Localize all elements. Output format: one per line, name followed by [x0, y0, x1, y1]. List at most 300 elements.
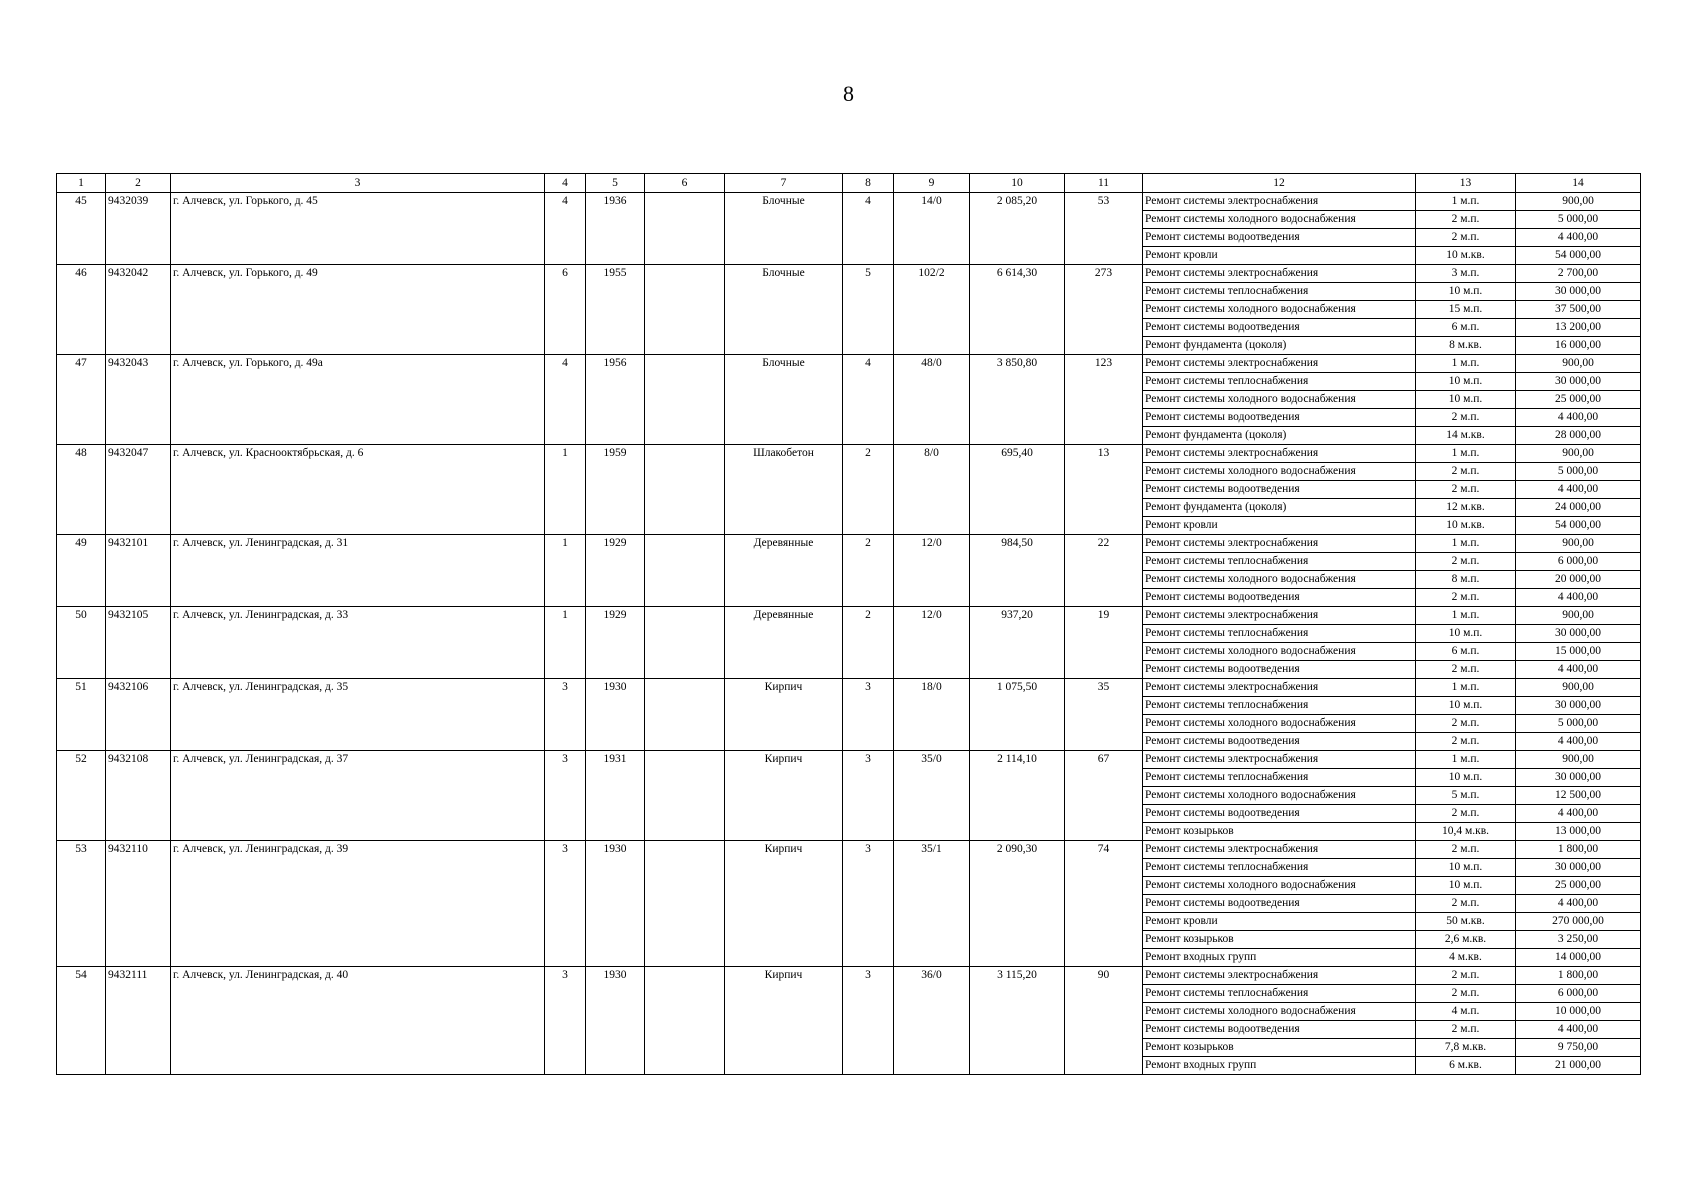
col-6-value — [645, 1057, 725, 1075]
work-volume: 2 м.п. — [1416, 841, 1516, 859]
col-4-value: 4 — [545, 355, 586, 373]
address — [171, 859, 545, 877]
wall-material — [725, 805, 843, 823]
building-code — [106, 985, 171, 1003]
work-cost: 54 000,00 — [1516, 247, 1641, 265]
col-6-value — [645, 553, 725, 571]
work-cost: 13 000,00 — [1516, 823, 1641, 841]
col-6-value — [645, 229, 725, 247]
wall-material — [725, 913, 843, 931]
work-cost: 4 400,00 — [1516, 481, 1641, 499]
col-6-value — [645, 1003, 725, 1021]
floors-count — [843, 769, 894, 787]
work-type: Ремонт системы холодного водоснабжения — [1143, 301, 1416, 319]
col-4-value — [545, 229, 586, 247]
table-row — [57, 895, 1641, 913]
floors-count — [843, 427, 894, 445]
address — [171, 877, 545, 895]
col-6-value — [645, 967, 725, 985]
col-11-value: 22 — [1065, 535, 1143, 553]
wall-material — [725, 571, 843, 589]
total-area — [970, 931, 1065, 949]
building-code — [106, 949, 171, 967]
work-type: Ремонт фундамента (цоколя) — [1143, 427, 1416, 445]
col-9-value — [894, 463, 970, 481]
address: г. Алчевск, ул. Ленинградская, д. 37 — [171, 751, 545, 769]
work-type: Ремонт входных групп — [1143, 949, 1416, 967]
wall-material — [725, 247, 843, 265]
building-code — [106, 481, 171, 499]
work-volume: 5 м.п. — [1416, 787, 1516, 805]
building-code — [106, 643, 171, 661]
work-volume: 1 м.п. — [1416, 751, 1516, 769]
building-code — [106, 697, 171, 715]
address — [171, 787, 545, 805]
col-9-value: 36/0 — [894, 967, 970, 985]
col-9-value — [894, 283, 970, 301]
col-4-value: 3 — [545, 679, 586, 697]
col-11-value — [1065, 787, 1143, 805]
table-row — [57, 985, 1641, 1003]
col-6-value — [645, 301, 725, 319]
work-type: Ремонт системы электроснабжения — [1143, 841, 1416, 859]
total-area — [970, 769, 1065, 787]
col-4-value — [545, 319, 586, 337]
table-row — [57, 553, 1641, 571]
col-11-value — [1065, 931, 1143, 949]
address — [171, 823, 545, 841]
wall-material — [725, 661, 843, 679]
build-year — [586, 787, 645, 805]
table-row — [57, 337, 1641, 355]
col-4-value — [545, 283, 586, 301]
build-year: 1956 — [586, 355, 645, 373]
col-11-value: 123 — [1065, 355, 1143, 373]
col-6-value — [645, 517, 725, 535]
building-code — [106, 463, 171, 481]
work-volume: 10 м.п. — [1416, 625, 1516, 643]
build-year: 1931 — [586, 751, 645, 769]
work-volume: 8 м.кв. — [1416, 337, 1516, 355]
build-year — [586, 247, 645, 265]
table-row — [57, 697, 1641, 715]
work-volume: 1 м.п. — [1416, 535, 1516, 553]
total-area — [970, 715, 1065, 733]
total-area: 695,40 — [970, 445, 1065, 463]
wall-material — [725, 985, 843, 1003]
wall-material — [725, 625, 843, 643]
work-type: Ремонт системы холодного водоснабжения — [1143, 787, 1416, 805]
floors-count: 4 — [843, 193, 894, 211]
column-header-5: 5 — [586, 174, 645, 193]
building-code — [106, 283, 171, 301]
address: г. Алчевск, ул. Ленинградская, д. 39 — [171, 841, 545, 859]
work-cost: 5 000,00 — [1516, 211, 1641, 229]
work-cost: 2 700,00 — [1516, 265, 1641, 283]
col-9-value — [894, 553, 970, 571]
col-6-value — [645, 391, 725, 409]
address — [171, 1021, 545, 1039]
building-code — [106, 895, 171, 913]
building-code — [106, 1039, 171, 1057]
address — [171, 625, 545, 643]
row-number — [57, 625, 106, 643]
col-11-value — [1065, 643, 1143, 661]
work-type: Ремонт системы водоотведения — [1143, 481, 1416, 499]
wall-material — [725, 301, 843, 319]
build-year — [586, 625, 645, 643]
col-9-value: 35/1 — [894, 841, 970, 859]
work-type: Ремонт системы водоотведения — [1143, 733, 1416, 751]
building-code — [106, 229, 171, 247]
col-6-value — [645, 715, 725, 733]
building-code — [106, 1003, 171, 1021]
build-year — [586, 1021, 645, 1039]
row-number: 46 — [57, 265, 106, 283]
work-cost: 20 000,00 — [1516, 571, 1641, 589]
column-header-10: 10 — [970, 174, 1065, 193]
build-year — [586, 373, 645, 391]
floors-count — [843, 391, 894, 409]
floors-count — [843, 481, 894, 499]
work-cost: 13 200,00 — [1516, 319, 1641, 337]
work-volume: 4 м.п. — [1416, 1003, 1516, 1021]
address — [171, 319, 545, 337]
build-year — [586, 319, 645, 337]
row-number — [57, 643, 106, 661]
row-number: 53 — [57, 841, 106, 859]
work-volume: 2 м.п. — [1416, 661, 1516, 679]
row-number: 49 — [57, 535, 106, 553]
column-header-4: 4 — [545, 174, 586, 193]
building-code — [106, 499, 171, 517]
col-4-value — [545, 877, 586, 895]
build-year — [586, 895, 645, 913]
wall-material — [725, 715, 843, 733]
col-6-value — [645, 427, 725, 445]
work-type: Ремонт системы холодного водоснабжения — [1143, 391, 1416, 409]
wall-material — [725, 373, 843, 391]
total-area — [970, 661, 1065, 679]
building-code — [106, 931, 171, 949]
floors-count — [843, 985, 894, 1003]
work-cost: 900,00 — [1516, 751, 1641, 769]
floors-count: 3 — [843, 751, 894, 769]
table-row — [57, 301, 1641, 319]
col-9-value — [894, 481, 970, 499]
table-row — [57, 247, 1641, 265]
total-area — [970, 211, 1065, 229]
col-11-value: 53 — [1065, 193, 1143, 211]
work-volume: 2 м.п. — [1416, 805, 1516, 823]
col-11-value: 90 — [1065, 967, 1143, 985]
table-row — [57, 913, 1641, 931]
col-9-value — [894, 229, 970, 247]
col-6-value — [645, 679, 725, 697]
building-code — [106, 733, 171, 751]
address — [171, 1039, 545, 1057]
col-9-value — [894, 913, 970, 931]
col-4-value — [545, 949, 586, 967]
work-volume: 10 м.п. — [1416, 769, 1516, 787]
col-4-value — [545, 733, 586, 751]
work-cost: 900,00 — [1516, 607, 1641, 625]
col-4-value — [545, 913, 586, 931]
col-9-value — [894, 337, 970, 355]
work-cost: 900,00 — [1516, 355, 1641, 373]
building-code — [106, 625, 171, 643]
col-9-value — [894, 391, 970, 409]
build-year: 1930 — [586, 841, 645, 859]
building-code — [106, 319, 171, 337]
col-11-value — [1065, 229, 1143, 247]
row-number — [57, 787, 106, 805]
col-6-value — [645, 931, 725, 949]
col-4-value — [545, 805, 586, 823]
address — [171, 1003, 545, 1021]
work-volume: 2 м.п. — [1416, 553, 1516, 571]
work-type: Ремонт системы теплоснабжения — [1143, 985, 1416, 1003]
col-4-value — [545, 661, 586, 679]
work-type: Ремонт системы холодного водоснабжения — [1143, 571, 1416, 589]
col-6-value — [645, 823, 725, 841]
column-header-3: 3 — [171, 174, 545, 193]
work-volume: 10 м.п. — [1416, 391, 1516, 409]
work-cost: 4 400,00 — [1516, 733, 1641, 751]
wall-material — [725, 769, 843, 787]
build-year — [586, 517, 645, 535]
work-volume: 10 м.п. — [1416, 373, 1516, 391]
building-code: 9432039 — [106, 193, 171, 211]
col-6-value — [645, 787, 725, 805]
work-type: Ремонт системы электроснабжения — [1143, 355, 1416, 373]
work-volume: 10,4 м.кв. — [1416, 823, 1516, 841]
col-11-value — [1065, 427, 1143, 445]
col-11-value — [1065, 859, 1143, 877]
wall-material — [725, 1003, 843, 1021]
total-area: 3 115,20 — [970, 967, 1065, 985]
col-4-value: 3 — [545, 967, 586, 985]
work-volume: 2 м.п. — [1416, 229, 1516, 247]
col-4-value — [545, 715, 586, 733]
col-11-value — [1065, 571, 1143, 589]
build-year — [586, 733, 645, 751]
column-header-9: 9 — [894, 174, 970, 193]
row-number — [57, 391, 106, 409]
build-year — [586, 337, 645, 355]
col-9-value — [894, 877, 970, 895]
col-9-value — [894, 661, 970, 679]
work-volume: 2 м.п. — [1416, 481, 1516, 499]
table-row — [57, 787, 1641, 805]
address — [171, 301, 545, 319]
total-area — [970, 895, 1065, 913]
row-number — [57, 373, 106, 391]
col-6-value — [645, 949, 725, 967]
work-volume: 2 м.п. — [1416, 967, 1516, 985]
col-6-value — [645, 211, 725, 229]
work-volume: 7,8 м.кв. — [1416, 1039, 1516, 1057]
work-type: Ремонт системы электроснабжения — [1143, 535, 1416, 553]
col-4-value — [545, 985, 586, 1003]
address: г. Алчевск, ул. Горького, д. 45 — [171, 193, 545, 211]
work-type: Ремонт системы водоотведения — [1143, 589, 1416, 607]
building-code — [106, 517, 171, 535]
address — [171, 427, 545, 445]
build-year — [586, 913, 645, 931]
col-6-value — [645, 697, 725, 715]
building-code: 9432106 — [106, 679, 171, 697]
address — [171, 913, 545, 931]
work-volume: 14 м.кв. — [1416, 427, 1516, 445]
col-6-value — [645, 751, 725, 769]
col-9-value — [894, 859, 970, 877]
work-volume: 1 м.п. — [1416, 607, 1516, 625]
address — [171, 211, 545, 229]
row-number — [57, 1003, 106, 1021]
col-4-value — [545, 247, 586, 265]
wall-material — [725, 733, 843, 751]
col-11-value — [1065, 517, 1143, 535]
total-area — [970, 301, 1065, 319]
col-6-value — [645, 805, 725, 823]
building-code — [106, 427, 171, 445]
col-6-value — [645, 535, 725, 553]
col-11-value — [1065, 715, 1143, 733]
row-number — [57, 553, 106, 571]
work-cost: 4 400,00 — [1516, 1021, 1641, 1039]
floors-count — [843, 877, 894, 895]
work-volume: 10 м.кв. — [1416, 247, 1516, 265]
work-cost: 270 000,00 — [1516, 913, 1641, 931]
building-code — [106, 409, 171, 427]
address — [171, 499, 545, 517]
col-4-value — [545, 391, 586, 409]
col-9-value: 12/0 — [894, 535, 970, 553]
col-9-value — [894, 697, 970, 715]
work-type: Ремонт кровли — [1143, 517, 1416, 535]
building-code — [106, 373, 171, 391]
col-6-value — [645, 247, 725, 265]
column-header-11: 11 — [1065, 174, 1143, 193]
work-type: Ремонт системы водоотведения — [1143, 229, 1416, 247]
row-number — [57, 319, 106, 337]
col-6-value — [645, 769, 725, 787]
building-code — [106, 715, 171, 733]
work-cost: 24 000,00 — [1516, 499, 1641, 517]
col-11-value — [1065, 301, 1143, 319]
table-row — [57, 355, 1641, 373]
col-9-value — [894, 247, 970, 265]
total-area — [970, 481, 1065, 499]
work-volume: 2 м.п. — [1416, 715, 1516, 733]
col-4-value — [545, 409, 586, 427]
column-header-1: 1 — [57, 174, 106, 193]
row-number — [57, 733, 106, 751]
work-type: Ремонт системы электроснабжения — [1143, 751, 1416, 769]
address — [171, 373, 545, 391]
total-area — [970, 805, 1065, 823]
total-area — [970, 571, 1065, 589]
work-cost: 900,00 — [1516, 679, 1641, 697]
floors-count: 2 — [843, 607, 894, 625]
row-number — [57, 409, 106, 427]
wall-material: Блочные — [725, 265, 843, 283]
work-type: Ремонт системы электроснабжения — [1143, 967, 1416, 985]
total-area — [970, 283, 1065, 301]
col-6-value — [645, 571, 725, 589]
col-9-value — [894, 787, 970, 805]
col-4-value — [545, 1039, 586, 1057]
row-number — [57, 571, 106, 589]
total-area — [970, 643, 1065, 661]
work-cost: 30 000,00 — [1516, 283, 1641, 301]
address — [171, 409, 545, 427]
work-volume: 2 м.п. — [1416, 409, 1516, 427]
table-row — [57, 409, 1641, 427]
build-year — [586, 949, 645, 967]
work-type: Ремонт системы холодного водоснабжения — [1143, 1003, 1416, 1021]
col-6-value — [645, 661, 725, 679]
floors-count — [843, 715, 894, 733]
work-type: Ремонт входных групп — [1143, 1057, 1416, 1075]
table-row — [57, 931, 1641, 949]
work-volume: 1 м.п. — [1416, 193, 1516, 211]
row-number — [57, 715, 106, 733]
building-code — [106, 769, 171, 787]
col-9-value — [894, 715, 970, 733]
col-9-value — [894, 211, 970, 229]
col-4-value — [545, 373, 586, 391]
table-row — [57, 193, 1641, 211]
col-9-value — [894, 733, 970, 751]
col-4-value — [545, 427, 586, 445]
work-volume: 2 м.п. — [1416, 733, 1516, 751]
work-cost: 28 000,00 — [1516, 427, 1641, 445]
total-area — [970, 949, 1065, 967]
col-4-value: 4 — [545, 193, 586, 211]
work-cost: 900,00 — [1516, 193, 1641, 211]
col-9-value — [894, 589, 970, 607]
col-11-value — [1065, 895, 1143, 913]
work-volume: 2 м.п. — [1416, 895, 1516, 913]
total-area — [970, 337, 1065, 355]
col-11-value: 35 — [1065, 679, 1143, 697]
col-11-value — [1065, 337, 1143, 355]
table-row — [57, 589, 1641, 607]
build-year — [586, 229, 645, 247]
work-volume: 6 м.п. — [1416, 643, 1516, 661]
row-number — [57, 913, 106, 931]
build-year — [586, 877, 645, 895]
col-4-value: 6 — [545, 265, 586, 283]
work-type: Ремонт системы водоотведения — [1143, 1021, 1416, 1039]
wall-material — [725, 823, 843, 841]
total-area — [970, 589, 1065, 607]
table-row — [57, 823, 1641, 841]
table-row — [57, 733, 1641, 751]
wall-material — [725, 931, 843, 949]
address: г. Алчевск, ул. Горького, д. 49а — [171, 355, 545, 373]
row-number — [57, 985, 106, 1003]
address: г. Алчевск, ул. Горького, д. 49 — [171, 265, 545, 283]
col-11-value: 19 — [1065, 607, 1143, 625]
col-11-value — [1065, 1057, 1143, 1075]
wall-material: Кирпич — [725, 679, 843, 697]
col-6-value — [645, 337, 725, 355]
wall-material — [725, 319, 843, 337]
wall-material: Кирпич — [725, 841, 843, 859]
